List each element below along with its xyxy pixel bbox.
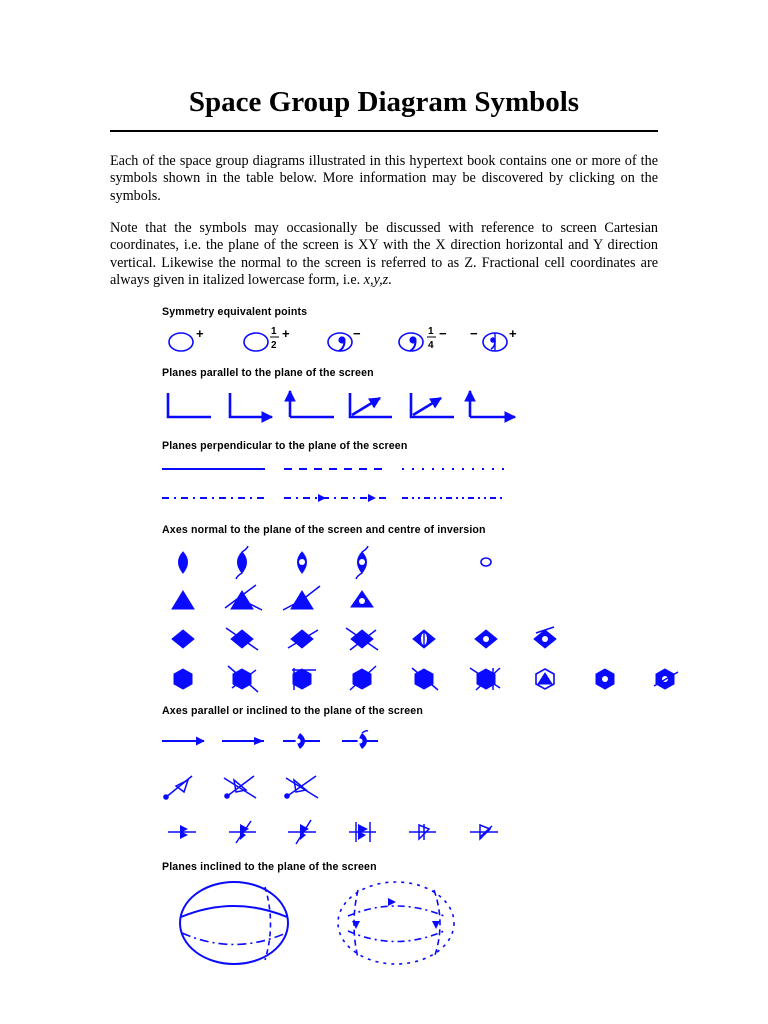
fourfold-screw-axis-43[interactable] — [346, 628, 378, 650]
twofold-screw-axis-parallel-inversion[interactable] — [342, 731, 378, 749]
glide-plane-parallel-ab[interactable] — [350, 393, 392, 417]
coordinates-note-text: Note that the symbols may occasionally be discussed with reference to screen Cartesian coordinates, i.e. the plane of the screen is XY with the X direction horizontal and Y direction vertical. Likewise the normal to the screen is referred to as Z. Fractional cell coordinates are always given in italized lowercase form, i.e. — [110, 220, 658, 289]
section-planes-perpendicular[interactable]: Planes perpendicular to the plane of the screen — [162, 440, 408, 452]
section-planes-parallel[interactable]: Planes parallel to the plane of the screen — [162, 367, 374, 379]
point-quarter-minus-label: − — [439, 326, 447, 341]
sixfold-inversion-axis[interactable] — [536, 669, 554, 689]
point-plus-label: + — [196, 326, 204, 341]
twofold-axis-inversion[interactable] — [298, 552, 307, 573]
fourfold-inversion-axis[interactable] — [413, 630, 435, 648]
sixfold-screw-axis-65[interactable] — [470, 668, 500, 690]
point-half-plus[interactable] — [244, 326, 290, 351]
sixfold-screw-axis-63[interactable] — [350, 666, 376, 690]
fourfold-axis-inclined-inversion[interactable] — [470, 825, 498, 839]
threefold-screw-axis-31[interactable] — [225, 585, 262, 610]
fourfold-inversion-axis-inclined[interactable] — [409, 824, 436, 840]
point-pair-split[interactable] — [470, 326, 517, 351]
glide-plane-parallel-n[interactable] — [411, 393, 454, 417]
threefold-screw-axis-inclined-a[interactable] — [224, 776, 256, 799]
glide-plane-perpendicular-d[interactable] — [284, 494, 386, 502]
fourfold-axis-inclined[interactable] — [168, 825, 196, 839]
point-plus[interactable] — [169, 326, 204, 351]
threefold-inversion-axis[interactable] — [351, 591, 373, 607]
sixfold-screw-axis-61[interactable] — [228, 666, 258, 692]
coordinates-note-end: . — [388, 272, 392, 289]
sixfold-axis[interactable] — [174, 669, 192, 689]
fourfold-axis[interactable] — [172, 630, 194, 648]
twofold-axis[interactable] — [179, 552, 188, 573]
section-axes-normal[interactable]: Axes normal to the plane of the screen and centre of inversion — [162, 524, 486, 536]
glide-plane-parallel-b[interactable] — [290, 391, 334, 417]
fourfold-axis-inversion[interactable] — [475, 630, 497, 648]
sixfold-screw-axis-62[interactable] — [292, 668, 316, 690]
fourfold-screw-axis-inclined-41[interactable] — [229, 821, 256, 843]
inversion-centre[interactable] — [481, 558, 491, 566]
inclined-plane-mirror[interactable] — [180, 882, 288, 964]
point-quarter-num: 1 — [428, 326, 434, 337]
threefold-screw-axis-inclined-b[interactable] — [284, 776, 318, 799]
sixfold-screw-axis-inversion[interactable] — [654, 669, 678, 689]
twofold-screw-axis-parallel[interactable] — [222, 737, 264, 745]
section-symmetry-points[interactable]: Symmetry equivalent points — [162, 306, 308, 318]
twofold-screw-axis-inversion[interactable] — [356, 546, 368, 579]
page-title: Space Group Diagram Symbols — [188, 86, 580, 118]
point-pair-plus-label: + — [509, 326, 517, 341]
point-half-den: 2 — [271, 340, 277, 351]
section-planes-inclined[interactable]: Planes inclined to the plane of the screen — [162, 861, 377, 873]
sixfold-screw-axis-64[interactable] — [412, 668, 438, 690]
glide-plane-parallel-a[interactable] — [230, 393, 272, 417]
fourfold-screw-axis-42[interactable] — [288, 630, 318, 648]
point-half-plus-label: + — [282, 326, 290, 341]
point-half-num: 1 — [271, 326, 277, 337]
glide-plane-parallel-d[interactable] — [470, 391, 515, 417]
point-minus-label: − — [353, 326, 361, 341]
intro-paragraph: Each of the space group diagrams illustrated in this hypertext book contains one or more of the symbols shown in the table below. More information may be discovered by clicking on the symbols. — [110, 153, 658, 204]
point-quarter-minus-comma[interactable] — [399, 326, 447, 351]
fourfold-screw-axis-inversion[interactable] — [534, 627, 556, 648]
sixfold-axis-inversion[interactable] — [596, 669, 614, 689]
point-minus-comma[interactable] — [328, 326, 361, 351]
section-axes-parallel[interactable]: Axes parallel or inclined to the plane of the screen — [162, 705, 423, 717]
twofold-screw-axis[interactable] — [236, 546, 248, 579]
threefold-axis[interactable] — [172, 591, 194, 609]
point-quarter-den: 4 — [428, 340, 434, 351]
fourfold-screw-axis-inclined-42[interactable] — [288, 820, 316, 844]
mirror-plane-parallel[interactable] — [168, 393, 211, 417]
fourfold-screw-axis-41[interactable] — [226, 628, 258, 650]
twofold-axis-parallel-inversion[interactable] — [283, 733, 320, 749]
point-pair-minus-label: − — [470, 326, 478, 341]
threefold-screw-axis-32[interactable] — [283, 586, 320, 610]
threefold-axis-inclined[interactable] — [163, 776, 192, 800]
inclined-plane-glide[interactable] — [338, 882, 454, 964]
fractional-coordinates: x,y,z — [363, 272, 389, 289]
fourfold-screw-axis-inclined-43[interactable] — [349, 822, 376, 842]
